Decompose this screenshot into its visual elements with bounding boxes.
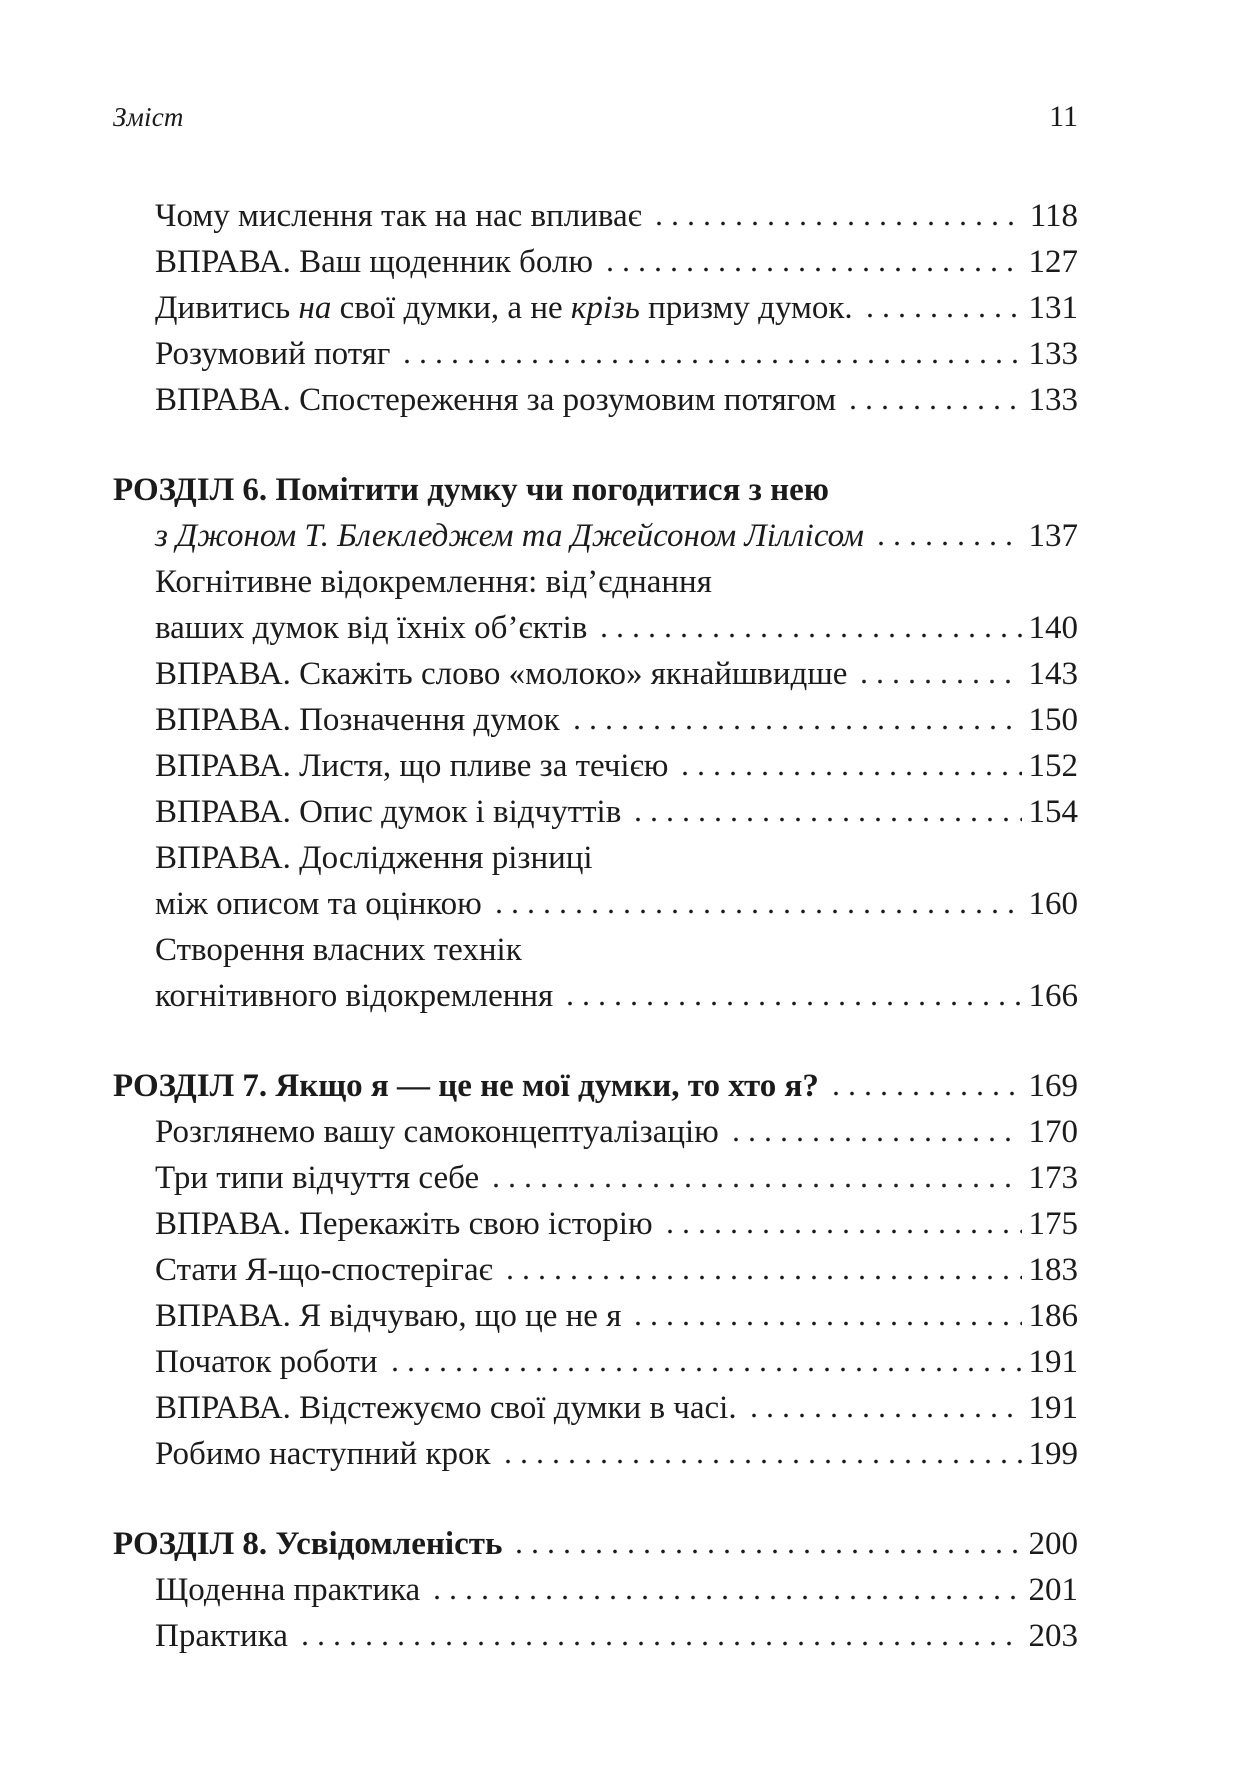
toc-entry [113,1247,1078,1293]
toc-entry [113,377,1078,423]
toc-page-number: 203 [1028,1618,1078,1654]
toc-entry-title: ВПРАВА. Скажіть слово «молоко» якнайшвидше [155,656,848,692]
toc-page-number: 166 [1028,978,1078,1014]
toc-entry-title: ВПРАВА. Опис думок і відчуттів [155,794,622,830]
toc-entry [113,1339,1078,1385]
toc-entry-title: Стати Я-що-спостерігає [155,1252,493,1288]
toc-entry-title: ВПРАВА. Перекажіть свою історію [155,1206,653,1242]
toc-entry [113,559,1078,605]
toc-entry [113,835,1078,881]
toc-page-number: 133 [1028,382,1078,418]
toc-entry-title: Щоденна практика [155,1572,421,1608]
toc-page-number: 199 [1028,1436,1078,1472]
toc-entry-title: ВПРАВА. Спостереження за розумовим потягом [155,382,837,418]
dotted-leader [569,725,1022,730]
dotted-leader [488,1183,1022,1188]
dotted-leader [873,541,1022,546]
dotted-leader [746,1413,1022,1418]
toc-page-number: 201 [1028,1572,1078,1608]
toc-entry-title: РОЗДІЛ 8. Усвідомленість [113,1526,503,1562]
toc-entry-title: РОЗДІЛ 6. Помітити думку чи погодитися з нею [113,472,830,508]
dotted-leader [387,1367,1022,1372]
toc-page-number: 170 [1028,1114,1078,1150]
dotted-leader [399,359,1022,364]
toc-entry-title: Практика [155,1618,288,1654]
toc-page-number: 175 [1028,1206,1078,1242]
dotted-leader [297,1641,1022,1646]
toc-entry [113,1567,1078,1613]
toc-entry [113,1431,1078,1477]
toc-entry [113,743,1078,789]
toc-page-number: 173 [1028,1160,1078,1196]
dotted-leader [828,1091,1022,1096]
toc-entry-title: Розглянемо вашу самоконцептуалізацію [155,1114,719,1150]
dotted-leader [562,1001,1022,1006]
toc-entry-title: ВПРАВА. Ваш щоденник болю [155,244,594,280]
dotted-leader [856,679,1022,684]
toc-page-number: 191 [1028,1390,1078,1426]
dotted-leader [662,1229,1022,1234]
toc-entry-title: Три типи відчуття себе [155,1160,480,1196]
toc-page-number: 143 [1028,656,1078,692]
toc-page-number: 127 [1028,244,1078,280]
toc-entry-title: РОЗДІЛ 7. Якщо я — це не мої думки, то хто я? [113,1068,819,1104]
toc-entry [113,697,1078,743]
toc-entry-title: Створення власних технік [155,932,522,968]
toc-entry [113,239,1078,285]
dotted-leader [502,1275,1022,1280]
dotted-leader [602,267,1022,272]
toc-chapter-entry [113,1063,1078,1109]
toc-page-number: 169 [1028,1068,1078,1104]
toc-entry [113,1385,1078,1431]
toc-entry [113,1613,1078,1659]
toc-entry-title: ВПРАВА. Дослідження різниці [155,840,593,876]
dotted-leader [862,313,1022,318]
toc-page-number: 152 [1028,748,1078,784]
toc-entry [113,1201,1078,1247]
toc-page-number: 160 [1028,886,1078,922]
toc-entry [113,1109,1078,1155]
dotted-leader [845,405,1022,410]
toc-entry [113,1155,1078,1201]
toc-entry [113,513,1078,559]
toc-page-number: 200 [1028,1526,1078,1562]
toc-chapter-entry [113,467,1078,513]
dotted-leader [500,1459,1022,1464]
toc-entry-title: когнітивного відокремлення [155,978,554,1014]
running-head [113,100,1078,132]
dotted-leader [491,909,1022,914]
toc-page-number: 183 [1028,1252,1078,1288]
toc-entry [113,605,1078,651]
toc-entry-title: ваших думок від їхніх об’єктів [155,610,588,646]
toc-entry [113,927,1078,973]
toc-entry [113,881,1078,927]
toc-entry-title: між описом та оцінкою [155,886,482,922]
dotted-leader [429,1595,1022,1600]
toc-page-number: 150 [1028,702,1078,738]
toc-entry-title: Робимо наступний крок [155,1436,491,1472]
toc-entry-title: Когнітивне відокремлення: від’єднання [155,564,712,600]
toc-entry-title: з Джоном Т. Блекледжем та Джейсоном Ліллісом [155,518,864,554]
dotted-leader [630,817,1022,822]
toc-entry-title: ВПРАВА. Я відчуваю, що це не я [155,1298,622,1334]
toc-page-number: 133 [1028,336,1078,372]
toc-entry [113,331,1078,377]
toc-page-number: 140 [1028,610,1078,646]
toc-entry [113,789,1078,835]
toc-entry-title: Розумовий потяг [155,336,391,372]
toc-page-number: 118 [1029,198,1078,234]
toc-entry-title: Початок роботи [155,1344,378,1380]
toc-entry-title: Чому мислення так на нас впливає [155,198,642,234]
toc-entry-title: ВПРАВА. Позначення думок [155,702,560,738]
toc-page-number: 191 [1028,1344,1078,1380]
toc-page-number: 154 [1028,794,1078,830]
toc-page-number: 137 [1028,518,1078,554]
folio-page-number: 11 [1049,100,1078,133]
toc-list [113,193,1078,1659]
running-title: Зміст [113,102,184,132]
dotted-leader [677,771,1022,776]
toc-page-number: 131 [1028,290,1078,326]
toc-entry [113,973,1078,1019]
toc-entry-title: ВПРАВА. Відстежуємо свої думки в часі. [155,1390,737,1426]
toc-entry [113,651,1078,697]
toc-chapter-entry [113,1521,1078,1567]
dotted-leader [596,633,1022,638]
toc-entry [113,1293,1078,1339]
dotted-leader [651,221,1022,226]
toc-entry [113,193,1078,239]
toc-entry-title: Дивитись на свої думки, а не крізь призму думок. [155,290,853,326]
dotted-leader [630,1321,1022,1326]
toc-page-number: 186 [1028,1298,1078,1334]
dotted-leader [511,1549,1022,1554]
dotted-leader [728,1137,1022,1142]
toc-entry-title: ВПРАВА. Листя, що пливе за течією [155,748,669,784]
toc-entry [113,285,1078,331]
